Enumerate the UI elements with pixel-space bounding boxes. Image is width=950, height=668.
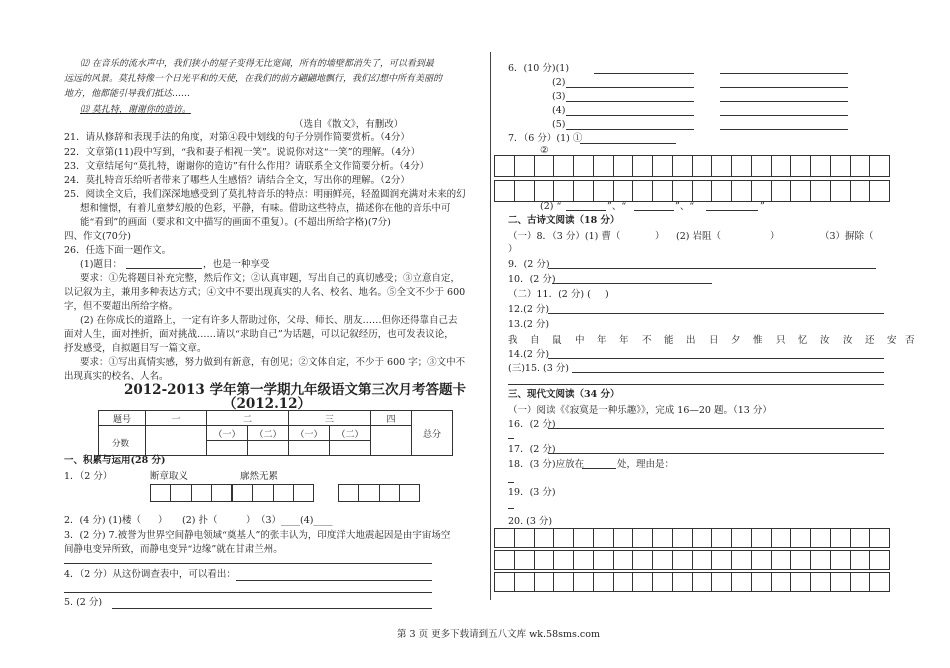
writing-grid-word-1[interactable] [150,484,232,502]
req-1-line1: 要求：①先将题目补充完整，然后作文；②认真审题，写出自己的真切感受；③立意自定， [80,273,461,284]
section-1-heading: 一、积累与运用(28 分) [64,455,166,466]
answer-18b[interactable] [508,482,514,483]
section-2-heading: 二、古诗文阅读（18 分） [508,215,620,226]
req-2-line2: 出现真实的校名、人名。 [64,371,169,382]
question-5-label: 5. (2 分) [64,597,103,608]
question-23: 23．文章结尾句“莫扎特，谢谢你的造访”有什么作用？请联系全文作简要分析。（4分） [64,161,430,172]
char: 日 [709,335,719,346]
answer-line-4b[interactable] [64,592,432,593]
answer-7-2b[interactable] [634,210,674,211]
answer-6-2b[interactable] [720,87,848,88]
question-18-reason: 处，理由是： [617,459,675,470]
question-21: 21．请从修辞和表现手法的角度，对第④段中划线的句子分别作简要赏析。（4分） [64,132,410,143]
question-19-label: 19．(3 分) [508,487,556,498]
topic-2-line3: 抒发感受，自拟题目写一篇文章。 [64,343,207,354]
answer-10[interactable] [552,283,712,284]
question-25-line1: 25．阅读全文后，我们深深地感受到了莫扎特音乐的特点：明丽鲜亮，轻盈圆润充满对未来的幻 [64,189,466,200]
topic-1-blank[interactable] [126,268,202,269]
td-empty [207,441,248,456]
question-25-line2: 想和憧憬，有着儿童梦幻般的色彩，平静，有味。借助这些特点，描述你在他的音乐中可 [80,203,451,214]
q8-part1: （一）8．（3 分）(1) 曹（ [508,231,621,242]
para-12-line1: ⑿ 在音乐的流水声中，我们狭小的屋子变得无比宽阔，所有的墙壁都消失了，可以看到最 [80,59,434,69]
question-14-label: 14.(2 分) [508,349,550,360]
source-note: （选自《散文》，有删改） [294,119,404,130]
question-2-part4[interactable]: (4)____ [300,515,333,526]
char: 年 [597,335,607,346]
answer-18-position[interactable] [582,468,616,469]
topic-1-label: (1)题目： [80,259,122,270]
topic-2-line1: (2) 在你成长的道路上，一定有许多人帮助过你，父母、师长、朋友……但你还得靠自己去 [80,315,458,326]
answer-17[interactable] [548,453,884,454]
char: 不 [642,335,652,346]
question-15-label: (三)15. (3 分) [508,363,570,374]
question-3-line1: 3．(2 分) 7.被誉为世界空间静电领域“奠基人”的张丰认为，印度洋大地震起因是由宇宙场空 [64,530,451,541]
q8-part3: （3）摒除（ [820,231,874,242]
writing-grid-q20-row3[interactable] [494,572,890,592]
q7-part2-sep1: ”、“ [607,201,627,212]
writing-grid-q20-row2[interactable] [494,550,890,570]
question-2-part2-close: ） [246,515,256,526]
answer-6-3b[interactable] [720,101,848,102]
td-empty [289,441,330,456]
writing-grid-q7-row1[interactable] [494,155,890,177]
char: 惟 [753,335,763,346]
answer-6-1a[interactable] [594,73,694,74]
th-section-3: 三 [289,411,371,426]
char: 忆 [798,335,808,346]
answer-6-1b[interactable] [720,73,848,74]
char: 夕 [731,335,741,346]
answer-7-1[interactable] [580,143,676,144]
char: 汝 [843,335,853,346]
question-2-part1-close: ） [158,515,168,526]
char: 能 [664,335,674,346]
td-empty [146,426,207,456]
answer-19[interactable] [508,508,514,509]
question-24: 24．莫扎特音乐给听者带来了哪些人生感悟？请结合全文，写出你的理解。（2分） [64,175,410,186]
answer-15a[interactable] [572,372,884,373]
q6-item-4: (4) [552,105,566,116]
char: 自 [530,335,540,346]
question-18-label: 18．(3 分)应放在 [508,459,585,470]
answer-6-5a[interactable] [566,129,694,130]
req-1-line2: 以记叙为主，兼用多种表达方式；④文中不要出现真实的人名、校名、地名。⑤全文不少于 600 [64,287,466,298]
question-20-label: 20. (3 分) [508,516,553,527]
th-total: 总分 [412,411,453,456]
answer-6-4a[interactable] [566,115,694,116]
answer-card-date: （2012.12） [223,396,312,412]
answer-9[interactable] [548,268,876,269]
writing-grid-word-3[interactable] [338,484,420,502]
score-row-label: 分数 [112,439,130,449]
char: 出 [686,335,696,346]
question-7-label: 7．（6 分）(1) ① [508,133,583,144]
question-25-line3: 能“看到”的画面（要求和文中描写的画面不重复）。(不超出所给字格)(7分) [80,217,391,228]
answer-6-4b[interactable] [720,115,848,116]
question-3-line2: 间静电变异所致，而静电变异“边缘”就在甘肃兰州。 [64,544,283,555]
section-4-heading: 四、作文(70分) [64,231,132,242]
char: 年 [619,335,629,346]
q8-part3-close: ） [508,244,518,255]
q7-part2-open: (2) “ [540,201,562,212]
answer-6-5b[interactable] [720,129,848,130]
question-11-label: （二）11．(2 分) ( [508,289,591,300]
answer-15b[interactable] [508,384,884,385]
question-2-part2: (2) 扑（ [182,515,218,526]
th-section-4: 四 [371,411,412,426]
word-2: 廓然无累 [240,471,279,482]
th-sub-2-2: （二） [248,426,289,441]
question-17-label: 17．(2 分) [508,444,556,455]
char: 只 [776,335,786,346]
question-10-label: 10．(2 分) [508,274,556,285]
question-11-close: ) [605,289,609,300]
th-section-2: 二 [207,411,289,426]
q8-part1-close: ） [655,231,665,242]
th-sub-3-1: （一） [289,426,330,441]
char: 还 [865,335,875,346]
td-empty [371,426,412,456]
th-question-number: 题号 [99,411,146,426]
answer-7-2c[interactable] [706,210,758,211]
q7-part2-sep2: ”、“ [675,201,695,212]
writing-grid-word-2[interactable] [232,484,314,502]
page-footer: 第 3 页 更多下载请到五八文库 wk.58sms.com [397,629,600,640]
th-sub-3-2: （二） [330,426,371,441]
writing-grid-q7-row2[interactable] [494,180,890,202]
char: 我 [508,335,518,346]
char: 中 [575,335,585,346]
th-section-1: 一 [146,411,207,426]
topic-1-suffix: ，也是一种享受 [203,259,270,270]
answer-line-5[interactable] [112,608,432,609]
question-6-label: 6．(10 分)(1) [508,63,570,74]
column-divider [490,52,491,600]
answer-card-title: 2012-2013 学年第一学期九年级语文第三次月考答题卡 [124,382,466,398]
q6-item-2: (2) [552,77,566,88]
char: 安 [887,335,897,346]
para-12-line2: 远远的风景。莫扎特像一个日光平和的天使，在我们的前方翩翩地飘行，我们幻想中所有美丽的 [64,74,443,84]
answer-line-4a[interactable] [236,580,432,581]
q8-part2-close: ） [770,231,780,242]
para-12-line3: 地方，他都能引导我们抵达…… [64,89,191,99]
question-2-part1: 2．(4 分) (1)楼（ [64,515,141,526]
char: 否 [905,335,915,346]
td-empty [330,441,371,456]
para-13: ⒀ 莫扎特，谢谢你的造访。 [80,105,191,115]
char: 鼠 [552,335,562,346]
answer-16[interactable] [548,428,884,429]
section-3-heading: 三、现代文阅读（34 分） [508,389,620,400]
question-26: 26．任选下面一题作文。 [64,245,172,256]
question-1-label: 1．（2 分） [64,471,113,482]
answer-line-3[interactable] [64,563,432,564]
th-sub-2-1: （一） [207,426,248,441]
question-16-label: 16．(2 分) [508,419,556,430]
char: 汝 [820,335,830,346]
score-table [98,410,453,456]
q7-part2-close: ” [760,201,765,212]
word-1: 断章取义 [150,471,189,482]
q6-item-3: (3) [552,91,566,102]
q8-part2: (2) 岩阻（ [676,231,721,242]
answer-6-3a[interactable] [566,101,694,102]
answer-7-2a[interactable] [566,210,606,211]
q7-item-2: ② [540,145,549,156]
question-9-label: 9．(2 分) [508,259,550,270]
q6-item-5: (5) [552,119,566,130]
answer-12[interactable] [548,313,884,314]
td-empty [248,441,289,456]
question-22: 22．文章第(11)段中写到，“我和妻子相视一笑”。说说你对这“一笑”的理解。（4分） [64,147,421,158]
req-2-line1: 要求：①写出真情实感，努力做到有新意，有创见；②文体自定，不少于 600 字；③文中不 [80,357,466,368]
answer-16b[interactable] [508,438,514,439]
topic-2-line2: 面对人生，面对挫折，面对挑战……请以“求助自己”为话题，可以记叙经历，也可发表议论， [64,329,454,340]
answer-6-2a[interactable] [566,87,694,88]
question-13-label: 13.(2 分) [508,319,550,330]
answer-14[interactable] [548,358,884,359]
subsection-1-instruction: （一）阅读《《寂寞是一种乐趣》》，完成 16—20 题。（13 分） [508,405,772,416]
writing-grid-q20-row1[interactable] [494,528,890,548]
question-4-label: 4．（2 分）从这份调查表中，可以看出： [64,569,236,580]
req-1-line3: 字，但不要超出所给字格。 [64,301,179,312]
question-12-label: 12.(2 分) [508,304,550,315]
question-2-part3[interactable]: （3）____ [256,515,301,526]
